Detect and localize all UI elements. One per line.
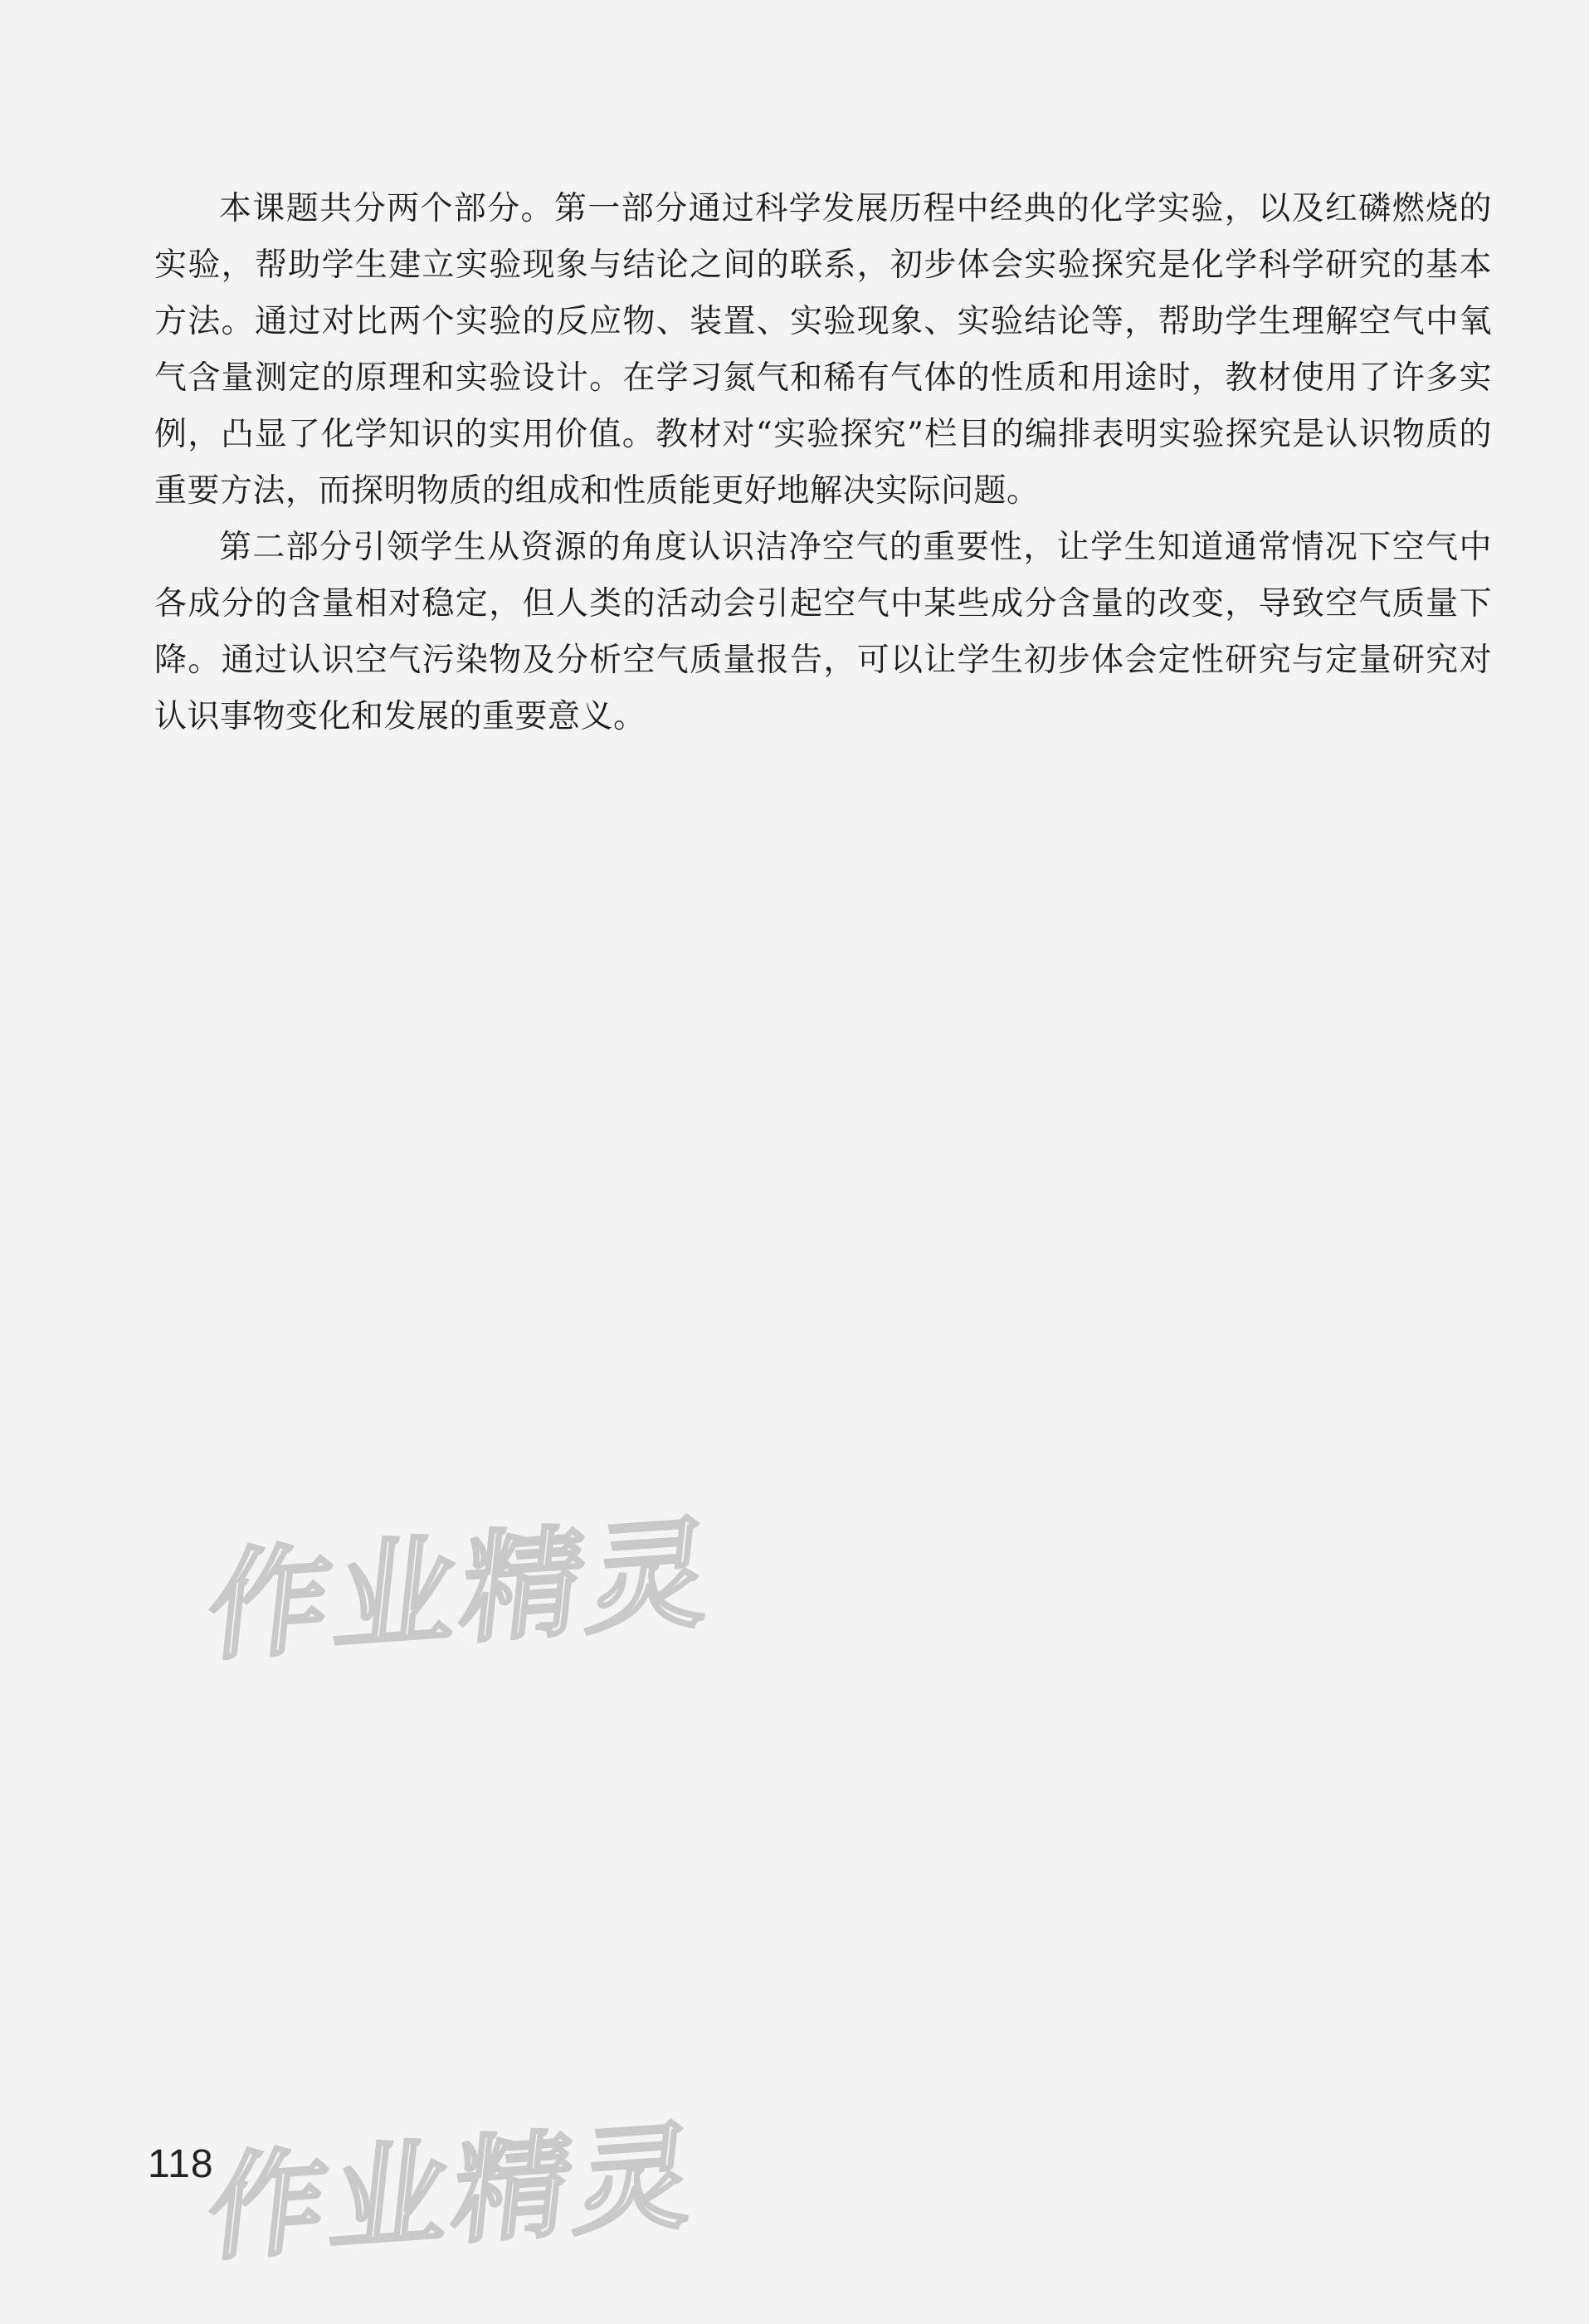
watermark-bottom: 作业精灵 [202,2108,706,2278]
paragraph-part-two: 第二部分引领学生从资源的角度认识洁净空气的重要性，让学生知道通常情况下空气中各成分的含量相对稳定，但人类的活动会引起空气中某些成分含量的改变，导致空气质量下降。通过认识空气污染物及分析空气质量报告，可以让学生初步体会定性研究与定量研究对认识事物变化和发展的重要意义。 [154,529,1492,735]
paragraph-part-one: 本课题共分两个部分。第一部分通过科学发展历程中经典的化学实验，以及红磷燃烧的实验，帮助学生建立实验现象与结论之间的联系，初步体会实验探究是化学科学研究的基本方法。通过对比两个实验的反应物、装置、实验现象、实验结论等，帮助学生理解空气中氧气含量测定的原理和实验设计。在学习氮气和稀有气体的性质和用途时，教材使用了许多实例，凸显了化学知识的实用价值。教材对“实验探究”栏目的编排表明实验探究是认识物质的重要方法，而探明物质的组成和性质能更好地解决实际问题。 [154,190,1492,510]
page-number: 118 [148,2142,214,2186]
watermark-top: 作业精灵 [201,1503,723,1678]
body-text [154,181,1492,745]
